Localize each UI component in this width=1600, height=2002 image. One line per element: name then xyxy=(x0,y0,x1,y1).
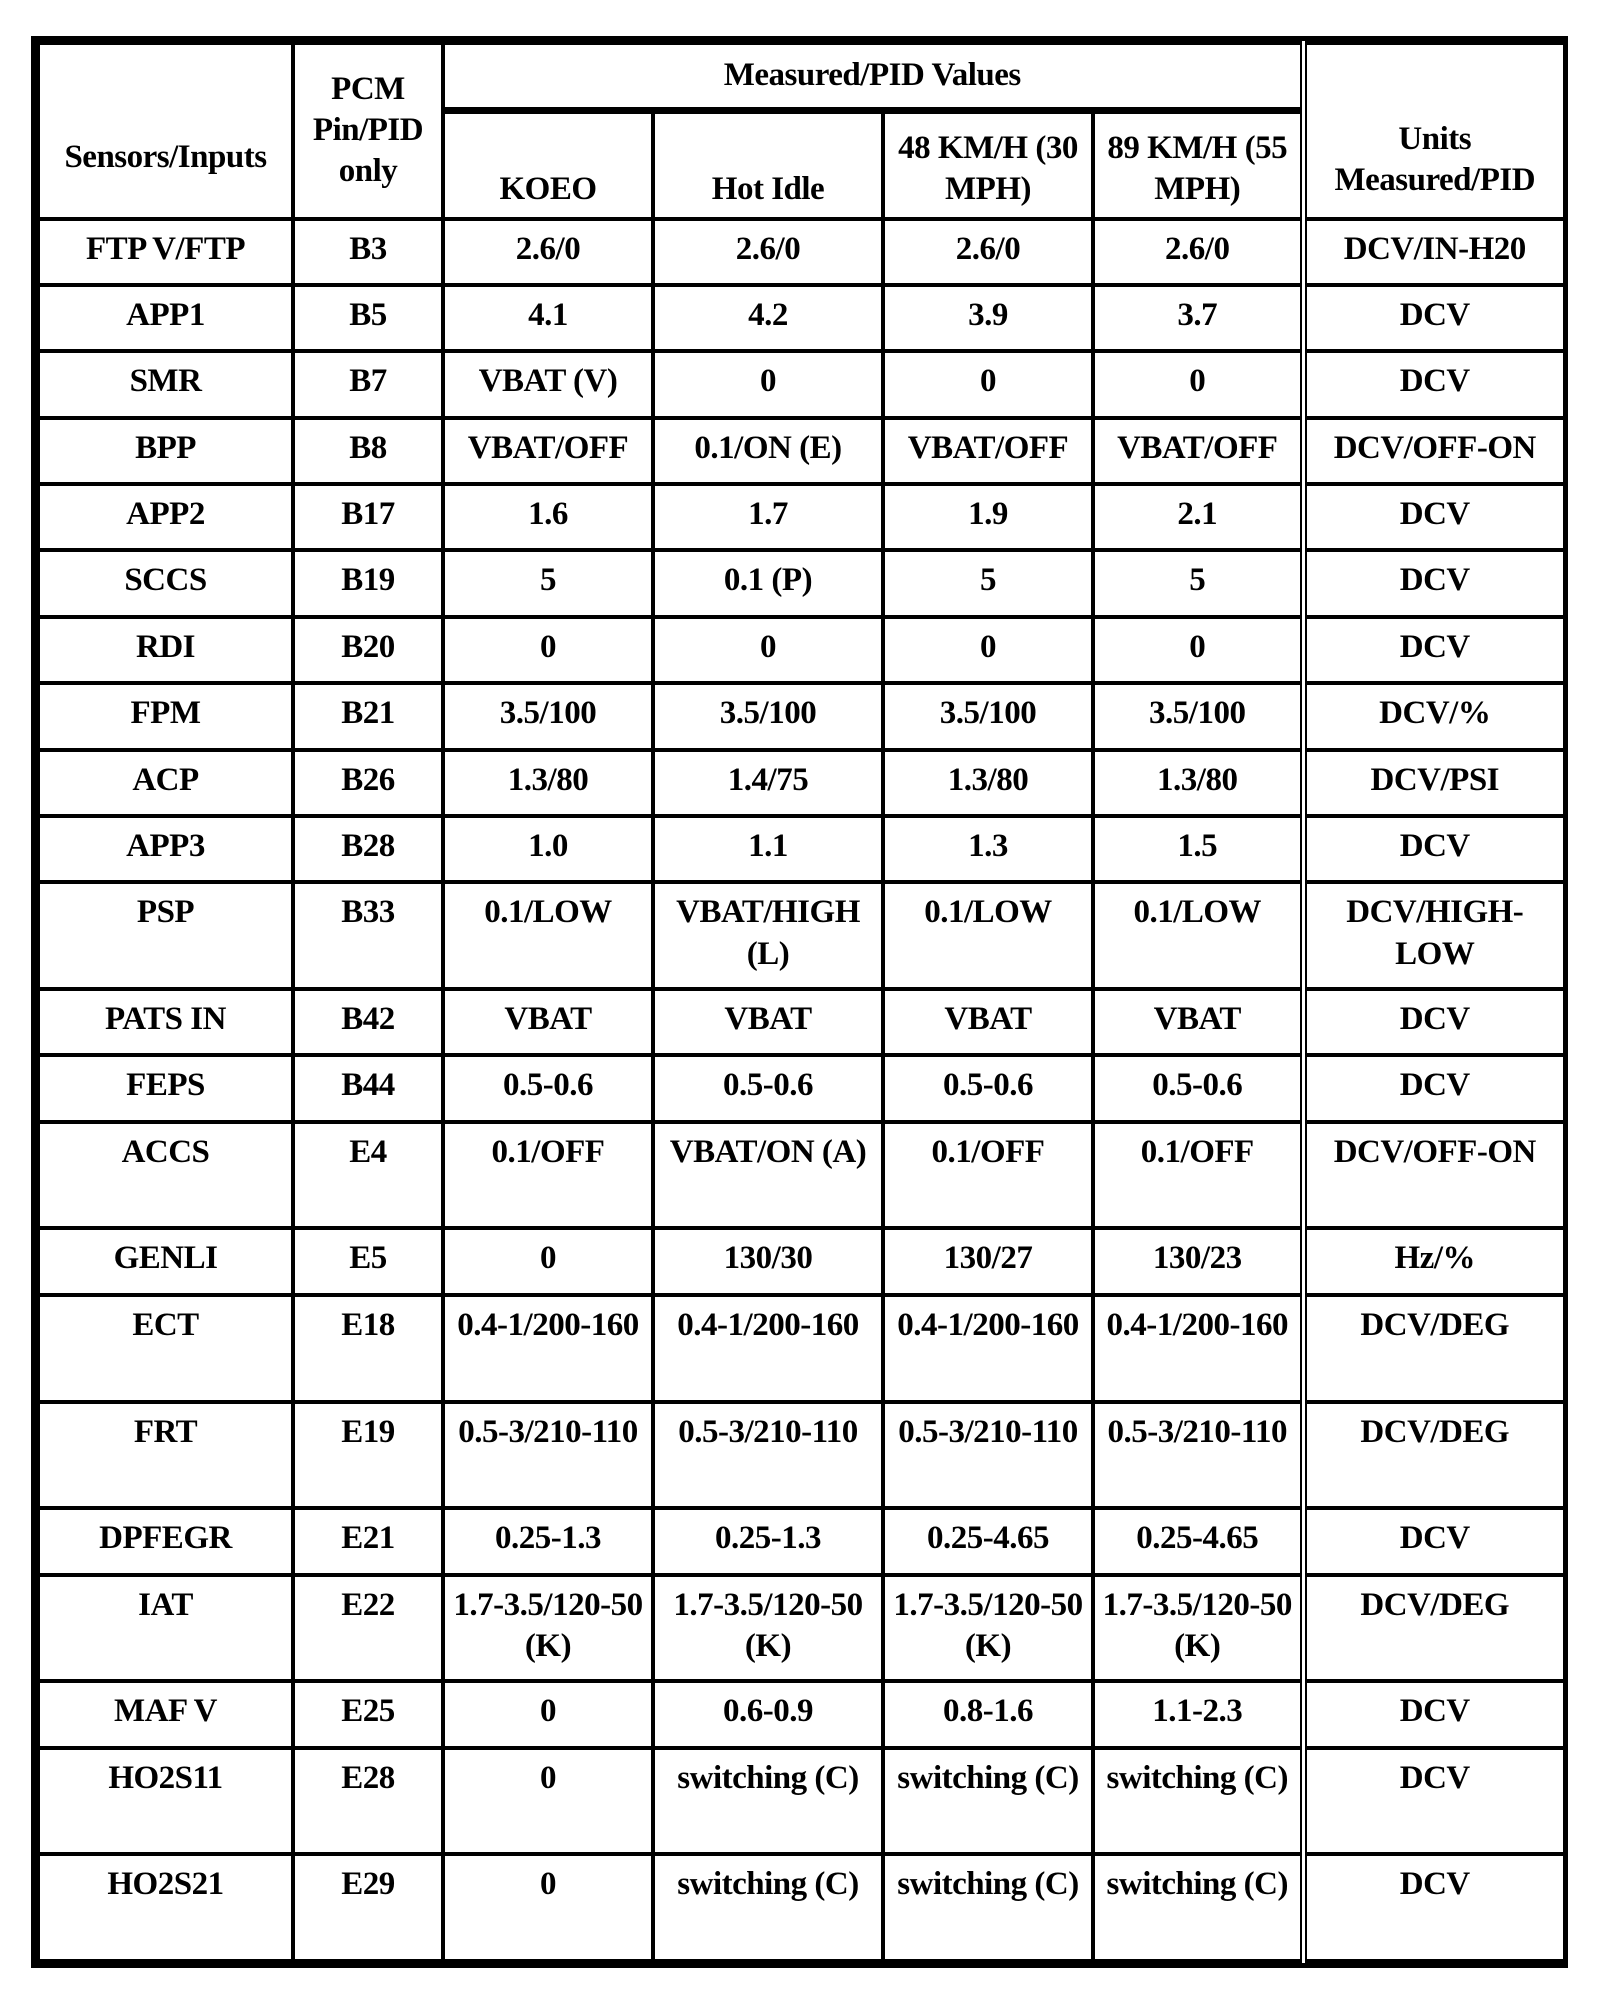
speed89-cell: 0 xyxy=(1093,351,1303,417)
units-cell: DCV/% xyxy=(1303,683,1565,749)
sensor-cell: IAT xyxy=(38,1575,293,1682)
hot-idle-cell: 1.4/75 xyxy=(653,750,883,816)
koeo-cell: 0.1/LOW xyxy=(443,882,653,989)
speed89-cell: 0.1/LOW xyxy=(1093,882,1303,989)
speed48-cell: VBAT/OFF xyxy=(883,418,1093,484)
table-row xyxy=(38,1295,1565,1402)
pin-cell: B19 xyxy=(293,550,443,616)
speed89-cell: 1.5 xyxy=(1093,816,1303,882)
koeo-cell: 0.5-3/210-110 xyxy=(443,1402,653,1509)
header-hot-idle: Hot Idle xyxy=(653,111,883,219)
koeo-cell: 1.6 xyxy=(443,484,653,550)
sensor-cell: APP1 xyxy=(38,285,293,351)
koeo-cell: 0 xyxy=(443,617,653,683)
koeo-cell: VBAT xyxy=(443,989,653,1055)
pin-cell: E19 xyxy=(293,1402,443,1509)
table-row xyxy=(38,1854,1565,1961)
speed48-cell: switching (C) xyxy=(883,1854,1093,1961)
pin-cell: E29 xyxy=(293,1854,443,1961)
sensor-cell: DPFEGR xyxy=(38,1508,293,1574)
speed89-cell: 0.1/OFF xyxy=(1093,1122,1303,1229)
koeo-cell: 0 xyxy=(443,1854,653,1961)
units-cell: DCV/HIGH-LOW xyxy=(1303,882,1565,989)
sensor-cell: SCCS xyxy=(38,550,293,616)
units-cell: DCV xyxy=(1303,1854,1565,1961)
speed89-cell: 1.3/80 xyxy=(1093,750,1303,816)
speed48-cell: VBAT xyxy=(883,989,1093,1055)
header-sensors-inputs: Sensors/Inputs xyxy=(38,43,293,219)
speed89-cell: 2.6/0 xyxy=(1093,219,1303,285)
hot-idle-cell: 4.2 xyxy=(653,285,883,351)
koeo-cell: 5 xyxy=(443,550,653,616)
koeo-cell: 0.4-1/200-160 xyxy=(443,1295,653,1402)
pin-cell: B20 xyxy=(293,617,443,683)
table-row xyxy=(38,550,1565,616)
speed48-cell: 1.3 xyxy=(883,816,1093,882)
sensor-cell: ACCS xyxy=(38,1122,293,1229)
units-cell: DCV xyxy=(1303,1055,1565,1121)
hot-idle-cell: 1.7-3.5/120-50 (K) xyxy=(653,1575,883,1682)
speed48-cell: 1.9 xyxy=(883,484,1093,550)
speed89-cell: VBAT xyxy=(1093,989,1303,1055)
sensor-cell: FEPS xyxy=(38,1055,293,1121)
hot-idle-cell: switching (C) xyxy=(653,1854,883,1961)
units-cell: DCV/DEG xyxy=(1303,1402,1565,1509)
speed89-cell: 1.7-3.5/120-50 (K) xyxy=(1093,1575,1303,1682)
koeo-cell: 0 xyxy=(443,1748,653,1855)
koeo-cell: 0.25-1.3 xyxy=(443,1508,653,1574)
pin-cell: E5 xyxy=(293,1228,443,1294)
pid-values-table-frame xyxy=(31,36,1568,1968)
koeo-cell: 1.3/80 xyxy=(443,750,653,816)
units-cell: DCV xyxy=(1303,1508,1565,1574)
hot-idle-cell: 0.5-0.6 xyxy=(653,1055,883,1121)
koeo-cell: 4.1 xyxy=(443,285,653,351)
speed89-cell: switching (C) xyxy=(1093,1854,1303,1961)
sensor-cell: FTP V/FTP xyxy=(38,219,293,285)
pin-cell: B33 xyxy=(293,882,443,989)
koeo-cell: 1.7-3.5/120-50 (K) xyxy=(443,1575,653,1682)
table-row xyxy=(38,484,1565,550)
pin-cell: B8 xyxy=(293,418,443,484)
speed89-cell: 2.1 xyxy=(1093,484,1303,550)
hot-idle-cell: 3.5/100 xyxy=(653,683,883,749)
hot-idle-cell: 0.6-0.9 xyxy=(653,1681,883,1747)
pin-cell: E21 xyxy=(293,1508,443,1574)
header-89-kmh: 89 KM/H (55 MPH) xyxy=(1093,111,1303,219)
units-cell: DCV xyxy=(1303,1681,1565,1747)
speed48-cell: 5 xyxy=(883,550,1093,616)
pin-cell: E28 xyxy=(293,1748,443,1855)
speed48-cell: 0.4-1/200-160 xyxy=(883,1295,1093,1402)
speed89-cell: 0.25-4.65 xyxy=(1093,1508,1303,1574)
units-cell: DCV xyxy=(1303,351,1565,417)
koeo-cell: 3.5/100 xyxy=(443,683,653,749)
units-cell: DCV xyxy=(1303,1748,1565,1855)
speed89-cell: VBAT/OFF xyxy=(1093,418,1303,484)
header-measured-pid-values: Measured/PID Values xyxy=(443,43,1303,111)
koeo-cell: 0.1/OFF xyxy=(443,1122,653,1229)
table-row xyxy=(38,1122,1565,1229)
speed48-cell: 0.8-1.6 xyxy=(883,1681,1093,1747)
koeo-cell: 0 xyxy=(443,1228,653,1294)
sensor-cell: PATS IN xyxy=(38,989,293,1055)
sensor-cell: ECT xyxy=(38,1295,293,1402)
pin-cell: E25 xyxy=(293,1681,443,1747)
koeo-cell: 2.6/0 xyxy=(443,219,653,285)
speed48-cell: 1.7-3.5/120-50 (K) xyxy=(883,1575,1093,1682)
hot-idle-cell: VBAT/ON (A) xyxy=(653,1122,883,1229)
units-cell: DCV/IN-H20 xyxy=(1303,219,1565,285)
units-cell: DCV xyxy=(1303,816,1565,882)
table-header xyxy=(38,43,1565,219)
speed48-cell: 0 xyxy=(883,617,1093,683)
hot-idle-cell: 0 xyxy=(653,351,883,417)
speed48-cell: 130/27 xyxy=(883,1228,1093,1294)
hot-idle-cell: switching (C) xyxy=(653,1748,883,1855)
units-cell: DCV/PSI xyxy=(1303,750,1565,816)
sensor-cell: BPP xyxy=(38,418,293,484)
hot-idle-cell: 130/30 xyxy=(653,1228,883,1294)
units-cell: DCV/OFF-ON xyxy=(1303,418,1565,484)
table-row xyxy=(38,219,1565,285)
pin-cell: B7 xyxy=(293,351,443,417)
sensor-cell: HO2S11 xyxy=(38,1748,293,1855)
sensor-cell: APP3 xyxy=(38,816,293,882)
koeo-cell: 0 xyxy=(443,1681,653,1747)
speed89-cell: 3.5/100 xyxy=(1093,683,1303,749)
table-body xyxy=(38,219,1565,1962)
table-row xyxy=(38,683,1565,749)
sensor-cell: APP2 xyxy=(38,484,293,550)
koeo-cell: 0.5-0.6 xyxy=(443,1055,653,1121)
speed48-cell: 0.25-4.65 xyxy=(883,1508,1093,1574)
pin-cell: B42 xyxy=(293,989,443,1055)
speed89-cell: switching (C) xyxy=(1093,1748,1303,1855)
units-cell: DCV xyxy=(1303,617,1565,683)
table-row xyxy=(38,1681,1565,1747)
pin-cell: B21 xyxy=(293,683,443,749)
pin-cell: B3 xyxy=(293,219,443,285)
pin-cell: B17 xyxy=(293,484,443,550)
table-row xyxy=(38,816,1565,882)
speed48-cell: 1.3/80 xyxy=(883,750,1093,816)
hot-idle-cell: 2.6/0 xyxy=(653,219,883,285)
speed89-cell: 0.4-1/200-160 xyxy=(1093,1295,1303,1402)
table-row xyxy=(38,1402,1565,1509)
sensor-cell: PSP xyxy=(38,882,293,989)
table-row xyxy=(38,989,1565,1055)
speed48-cell: 0 xyxy=(883,351,1093,417)
header-48-kmh: 48 KM/H (30 MPH) xyxy=(883,111,1093,219)
hot-idle-cell: VBAT xyxy=(653,989,883,1055)
table-row xyxy=(38,351,1565,417)
sensor-cell: SMR xyxy=(38,351,293,417)
speed48-cell: 0.5-0.6 xyxy=(883,1055,1093,1121)
pin-cell: B44 xyxy=(293,1055,443,1121)
units-cell: DCV xyxy=(1303,989,1565,1055)
units-cell: DCV xyxy=(1303,285,1565,351)
speed89-cell: 0.5-3/210-110 xyxy=(1093,1402,1303,1509)
table-row xyxy=(38,617,1565,683)
hot-idle-cell: 0.25-1.3 xyxy=(653,1508,883,1574)
table-row xyxy=(38,1055,1565,1121)
speed89-cell: 0.5-0.6 xyxy=(1093,1055,1303,1121)
units-cell: DCV/DEG xyxy=(1303,1295,1565,1402)
hot-idle-cell: 0 xyxy=(653,617,883,683)
units-cell: DCV xyxy=(1303,484,1565,550)
sensor-cell: HO2S21 xyxy=(38,1854,293,1961)
units-cell: DCV/OFF-ON xyxy=(1303,1122,1565,1229)
speed89-cell: 5 xyxy=(1093,550,1303,616)
header-koeo: KOEO xyxy=(443,111,653,219)
speed48-cell: 0.1/LOW xyxy=(883,882,1093,989)
header-units-measured: Units Measured/PID xyxy=(1303,43,1565,219)
hot-idle-cell: 0.1 (P) xyxy=(653,550,883,616)
header-pcm-pin: PCM Pin/PID only xyxy=(293,43,443,219)
speed48-cell: 3.5/100 xyxy=(883,683,1093,749)
koeo-cell: 1.0 xyxy=(443,816,653,882)
units-cell: DCV xyxy=(1303,550,1565,616)
table-row xyxy=(38,1228,1565,1294)
sensor-cell: FRT xyxy=(38,1402,293,1509)
hot-idle-cell: 1.1 xyxy=(653,816,883,882)
pin-cell: E18 xyxy=(293,1295,443,1402)
koeo-cell: VBAT (V) xyxy=(443,351,653,417)
table-row xyxy=(38,1575,1565,1682)
speed89-cell: 130/23 xyxy=(1093,1228,1303,1294)
speed89-cell: 0 xyxy=(1093,617,1303,683)
speed89-cell: 3.7 xyxy=(1093,285,1303,351)
hot-idle-cell: 1.7 xyxy=(653,484,883,550)
hot-idle-cell: 0.1/ON (E) xyxy=(653,418,883,484)
speed48-cell: 0.5-3/210-110 xyxy=(883,1402,1093,1509)
speed48-cell: switching (C) xyxy=(883,1748,1093,1855)
koeo-cell: VBAT/OFF xyxy=(443,418,653,484)
table-row xyxy=(38,418,1565,484)
pin-cell: E4 xyxy=(293,1122,443,1229)
pin-cell: B26 xyxy=(293,750,443,816)
pin-cell: B5 xyxy=(293,285,443,351)
pin-cell: B28 xyxy=(293,816,443,882)
sensor-cell: FPM xyxy=(38,683,293,749)
hot-idle-cell: 0.5-3/210-110 xyxy=(653,1402,883,1509)
hot-idle-cell: VBAT/HIGH (L) xyxy=(653,882,883,989)
units-cell: DCV/DEG xyxy=(1303,1575,1565,1682)
table-row xyxy=(38,285,1565,351)
pin-cell: E22 xyxy=(293,1575,443,1682)
sensor-cell: MAF V xyxy=(38,1681,293,1747)
speed48-cell: 0.1/OFF xyxy=(883,1122,1093,1229)
table-row xyxy=(38,1508,1565,1574)
sensor-cell: ACP xyxy=(38,750,293,816)
pid-values-table xyxy=(36,41,1567,1963)
speed48-cell: 3.9 xyxy=(883,285,1093,351)
table-row xyxy=(38,1748,1565,1855)
units-cell: Hz/% xyxy=(1303,1228,1565,1294)
speed89-cell: 1.1-2.3 xyxy=(1093,1681,1303,1747)
table-row xyxy=(38,750,1565,816)
speed48-cell: 2.6/0 xyxy=(883,219,1093,285)
hot-idle-cell: 0.4-1/200-160 xyxy=(653,1295,883,1402)
sensor-cell: RDI xyxy=(38,617,293,683)
table-row xyxy=(38,882,1565,989)
sensor-cell: GENLI xyxy=(38,1228,293,1294)
